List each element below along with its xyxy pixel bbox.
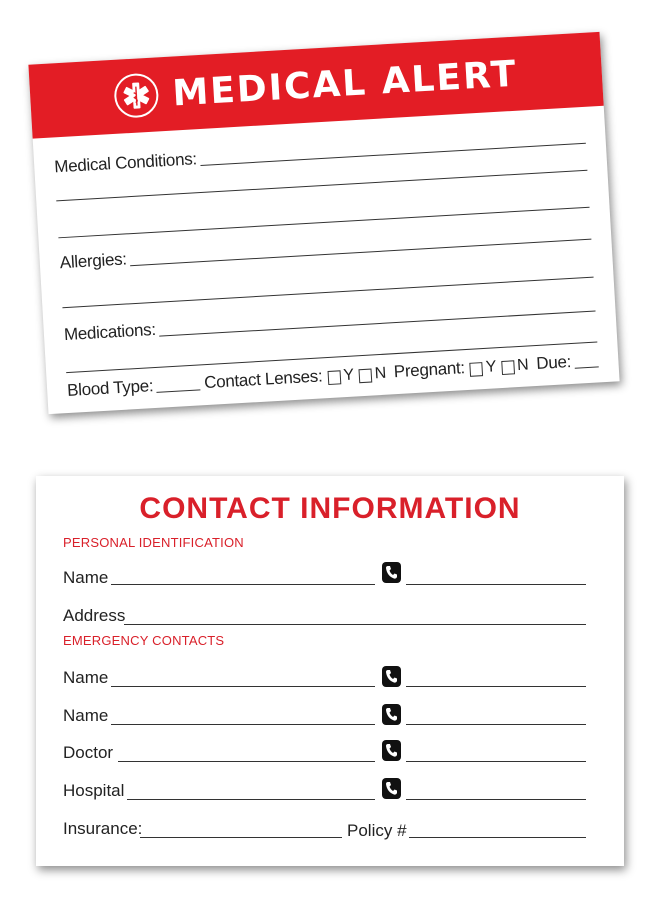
star-of-life-icon (113, 72, 159, 118)
address-field[interactable] (124, 624, 586, 625)
contact-lenses-yes-label: Y (342, 366, 355, 385)
medical-conditions-line-2[interactable] (56, 170, 587, 202)
allergies-label: Allergies: (59, 249, 128, 273)
medical-conditions-label: Medical Conditions: (53, 149, 198, 177)
doctor-field[interactable] (118, 761, 375, 762)
phone-icon (382, 778, 401, 799)
personal-name-label: Name (63, 568, 109, 587)
contact-information-title: CONTACT INFORMATION (139, 492, 521, 525)
medical-alert-title: MEDICAL ALERT (171, 53, 519, 114)
emergency-name-1-label: Name (63, 668, 109, 687)
medications-field[interactable] (159, 310, 596, 337)
contact-lenses-label: Contact Lenses: (203, 366, 323, 393)
phone-icon (382, 562, 401, 583)
medical-conditions-row (54, 127, 586, 178)
pregnant-no-label: N (516, 356, 529, 375)
contact-lenses-no-checkbox[interactable] (358, 369, 372, 384)
blood-type-field[interactable] (157, 389, 201, 393)
emergency-name-2-label: Name (63, 706, 109, 725)
hospital-label: Hospital (63, 781, 125, 800)
personal-identification-heading: PERSONAL IDENTIFICATION (63, 535, 244, 550)
insurance-label: Insurance: (63, 819, 143, 838)
allergies-row (59, 223, 591, 274)
emergency-name-1-field[interactable] (111, 686, 375, 687)
contact-information-card (36, 476, 624, 866)
emergency-contacts-heading: EMERGENCY CONTACTS (63, 633, 225, 648)
pregnant-label: Pregnant: (393, 358, 466, 382)
personal-name-field[interactable] (111, 584, 375, 585)
due-field[interactable] (574, 365, 598, 368)
medications-label: Medications: (63, 319, 157, 345)
doctor-label: Doctor (63, 743, 114, 762)
phone-icon (382, 666, 401, 687)
medical-alert-banner (28, 32, 603, 139)
blood-type-label: Blood Type: (66, 376, 154, 401)
pregnant-no-checkbox[interactable] (501, 360, 515, 375)
medical-alert-card (28, 32, 619, 414)
phone-icon (382, 740, 401, 761)
details-row (67, 350, 599, 401)
emergency-phone-1-field[interactable] (406, 686, 586, 687)
policy-label: Policy # (347, 821, 407, 840)
emergency-name-2-field[interactable] (111, 724, 375, 725)
contact-lenses-no-label: N (374, 364, 387, 383)
medical-conditions-field[interactable] (200, 142, 586, 166)
doctor-phone-field[interactable] (406, 761, 586, 762)
emergency-phone-2-field[interactable] (406, 724, 586, 725)
hospital-field[interactable] (127, 799, 375, 800)
pregnant-yes-label: Y (485, 358, 497, 376)
pregnant-yes-checkbox[interactable] (470, 362, 484, 377)
phone-icon (382, 704, 401, 725)
insurance-field[interactable] (140, 837, 342, 838)
due-label: Due: (535, 352, 572, 373)
address-label: Address (63, 606, 126, 625)
hospital-phone-field[interactable] (406, 799, 586, 800)
contact-lenses-yes-checkbox[interactable] (327, 370, 341, 385)
allergies-field[interactable] (130, 238, 591, 267)
personal-phone-field[interactable] (406, 584, 586, 585)
policy-field[interactable] (409, 837, 586, 838)
